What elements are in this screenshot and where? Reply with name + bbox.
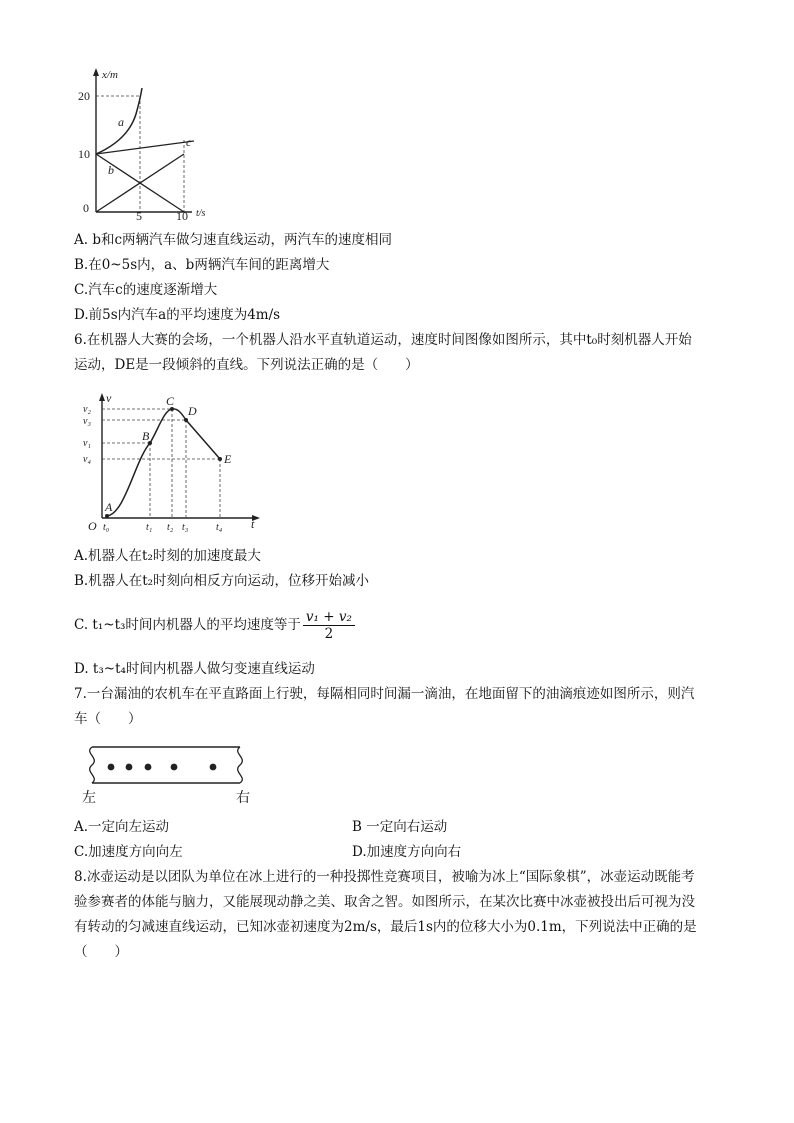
q6-stem-line-1: 6.在机器人大赛的会场，一个机器人沿水平直轨道运动，速度时间图像如图所示，其中t₀时刻机器人开始 — [74, 332, 692, 348]
q6-option-c — [74, 606, 355, 644]
q6-tick-t3: t₃ — [182, 522, 189, 533]
q6-point-e-dot — [218, 457, 222, 461]
q7-oil-drop — [171, 764, 178, 771]
q5-line-b-ext — [96, 141, 194, 154]
q6-t-axis-label: t — [251, 517, 255, 531]
q6-tick-v4: v₄ — [83, 454, 91, 465]
q5-option-a: A. b和c两辆汽车做匀速直线运动，两汽车的速度相同 — [74, 232, 393, 248]
q5-label-a: a — [118, 115, 124, 129]
q6-option-a: A.机器人在t₂时刻的加速度最大 — [74, 548, 261, 564]
q6-v-axis-label: v — [106, 391, 112, 405]
q6-stem-line-2: 运动，DE是一段倾斜的直线。下列说法正确的是（ ） — [74, 357, 419, 373]
q5-x-axis-label: t/s — [196, 208, 206, 219]
q6-option-c-fraction — [303, 609, 355, 642]
q6-point-c-label: C — [166, 394, 175, 408]
q6-velocity-curve — [107, 409, 220, 516]
q7-oil-drop-figure — [78, 738, 258, 808]
q6-tick-v3: v₃ — [83, 416, 91, 427]
q6-fraction-denominator: 2 — [324, 626, 334, 642]
q6-origin-label: O — [88, 519, 97, 533]
q6-tick-t2: t₂ — [167, 522, 174, 533]
q6-tick-v2: v₂ — [83, 404, 91, 415]
q5-label-c: c — [186, 135, 192, 149]
q7-option-b: B 一定向右运动 — [352, 819, 448, 835]
q6-vt-graph — [80, 390, 270, 538]
q6-tick-t1: t₁ — [146, 522, 153, 533]
q6-tick-v1: v₁ — [83, 438, 91, 449]
q6-point-a-label: A — [105, 500, 113, 514]
q5-label-b: b — [108, 163, 114, 177]
q5-option-b: B.在0~5s内，a、b两辆汽车间的距离增大 — [74, 257, 330, 273]
q7-option-c: C.加速度方向向左 — [74, 844, 183, 860]
q7-road-left-break — [90, 747, 95, 783]
q6-point-e-label: E — [224, 452, 232, 466]
q5-y-tick-10: 10 — [78, 147, 90, 161]
q6-guides — [102, 409, 220, 518]
q5-x-tick-10: 10 — [176, 209, 188, 222]
q6-option-d: D. t₃~t₄时间内机器人做匀变速直线运动 — [74, 661, 315, 677]
q7-right-label: 右 — [236, 790, 250, 806]
q7-road-right-break — [238, 747, 243, 783]
q5-y-tick-20: 20 — [78, 89, 90, 103]
q5-option-d: D.前5s内汽车a的平均速度为4m/s — [74, 307, 281, 323]
q6-option-b: B.机器人在t₂时刻向相反方向运动，位移开始减小 — [74, 573, 370, 589]
q6-point-b-label: B — [142, 429, 150, 443]
q8-stem-line-1: 8.冰壶运动是以团队为单位在冰上进行的一种投掷性竞赛项目，被喻为冰上“国际象棋”，冰壶运动既能考 — [74, 869, 695, 885]
q7-stem-line-1: 7.一台漏油的农机车在平直路面上行驶，每隔相同时间漏一滴油，在地面留下的油滴痕迹如图所示，则汽 — [74, 686, 695, 702]
q7-option-a: A.一定向左运动 — [74, 819, 170, 835]
q5-y-arrow — [93, 68, 99, 76]
q7-oil-drop — [108, 764, 115, 771]
q7-stem-line-2: 车（ ） — [74, 711, 142, 727]
q5-x-tick-5: 5 — [136, 209, 142, 222]
q6-point-d-label: D — [188, 404, 197, 418]
q8-stem-line-4: （ ） — [74, 944, 128, 960]
q7-oil-drop — [126, 764, 133, 771]
q5-option-c: C.汽车c的速度逐渐增大 — [74, 282, 218, 298]
q6-fraction-numerator: v₁ + v₂ — [303, 609, 355, 626]
q5-y-tick-0: 0 — [83, 201, 89, 215]
q8-stem-line-2: 验参赛者的体能与脑力，又能展现动静之美、取舍之智。如图所示，在某次比赛中冰壶被投出后可视为没 — [74, 894, 695, 910]
q6-tick-t4: t₄ — [216, 522, 223, 533]
q6-option-c-text: C. t₁~t₃时间内机器人的平均速度等于 — [74, 617, 301, 633]
q8-stem-line-3: 有转动的匀减速直线运动，已知冰壶初速度为2m/s，最后1s内的位移大小为0.1m，下列说法中正确的是 — [74, 919, 697, 935]
q7-oil-drop — [145, 764, 152, 771]
q7-oil-drop — [210, 764, 217, 771]
q6-tick-t0: t₀ — [103, 522, 110, 533]
q6-v-arrow — [99, 393, 105, 401]
q7-option-d: D.加速度方向向右 — [352, 844, 462, 860]
q7-left-label: 左 — [82, 790, 96, 806]
q5-xt-graph — [70, 62, 230, 222]
q5-y-axis-label: x/m — [102, 69, 118, 81]
q6-point-d-dot — [184, 418, 188, 422]
q6-point-a-dot — [105, 514, 109, 518]
